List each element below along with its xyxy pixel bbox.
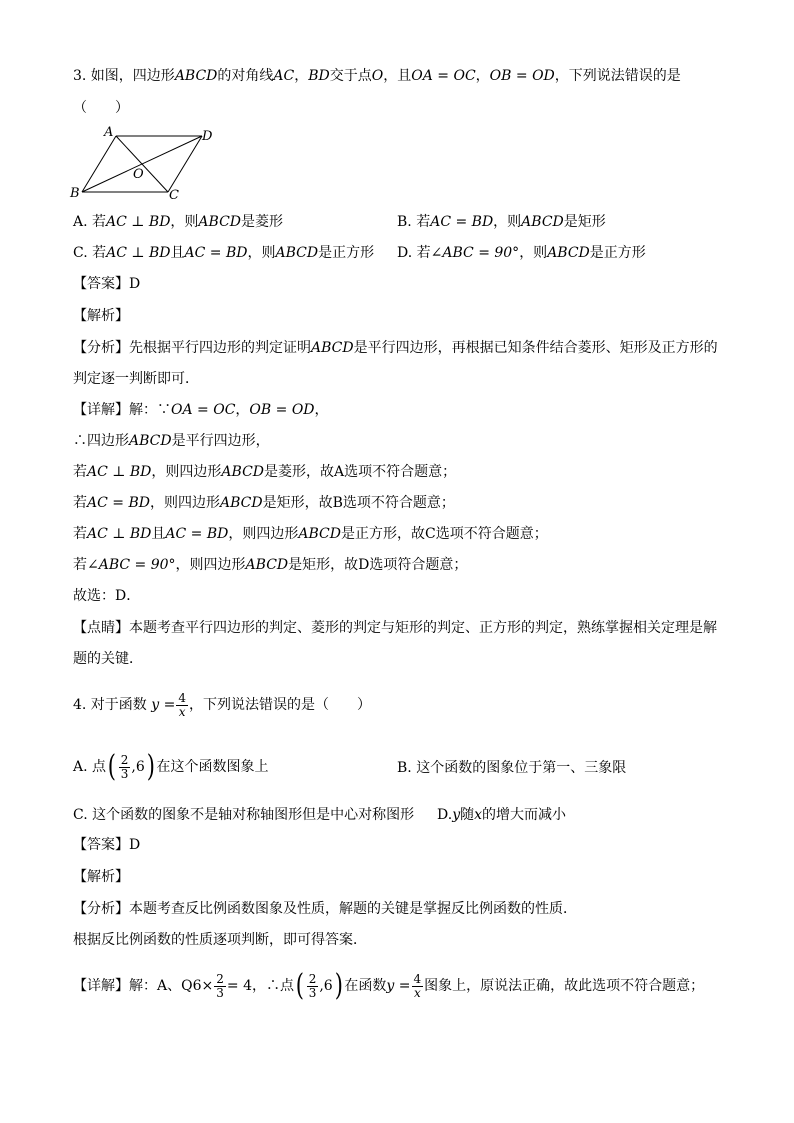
label-o: O (133, 167, 144, 182)
q3-answer: 【答案】D (73, 276, 141, 292)
q3-xiangjie-0: 【详解】解：∵OA = OC，OB = OD， (73, 402, 329, 418)
q3-dianjing-2: 题的关键． (73, 651, 143, 667)
q3-xiangjie-1: ∴四边形ABCD是平行四边形， (73, 433, 270, 449)
q3-dianjing-1: 【点睛】本题考查平行四边形的判定、菱形的判定与矩形的判定、正方形的判定，熟练掌握相关定理是解 (73, 620, 717, 636)
q4-frac: $\frac{4}{x}$ (178, 690, 186, 719)
q4-option-a: A. 点( $\frac{2}{3}$ ,6) 在这个函数图象上 (73, 749, 269, 784)
q4-xiangjie: 【详解】解：A、Q6× $\frac{2}{3}$ = 4，∴点( $\frac{2}{3}$ ,6) 在函数y = $\frac{4}{x}$ 图象上，原说法正确，故此选项不符合题意； (73, 968, 705, 1003)
q4-answer: 【答案】D (73, 837, 141, 853)
label-b: B (70, 186, 80, 201)
q4-option-b: B. 这个函数的图象位于第一、三象限 (397, 760, 627, 776)
q3-xiangjie-5: 若∠ABC = 90°，则四边形ABCD是矩形，故D选项符合题意； (73, 557, 468, 573)
q3-option-b: B. 若AC = BD，则ABCD是矩形 (397, 214, 606, 230)
q3-guxuan: 故选：D． (73, 588, 141, 604)
q4-option-c: C. 这个函数的图象不是轴对称轴图形但是中心对称图形 (73, 807, 415, 823)
q4-point: ( $\frac{2}{3}$ ,6) (107, 749, 155, 784)
q4-jiexi: 【解析】 (73, 869, 129, 885)
q3-xiangjie-4: 若AC ⊥ BD且AC = BD，则四边形ABCD是正方形，故C选项不符合题意； (73, 526, 548, 542)
label-c: C (169, 188, 179, 202)
label-d: D (202, 129, 213, 144)
q3-option-d: D. 若∠ABC = 90°，则ABCD是正方形 (397, 245, 646, 261)
q3-fenxi-1: 【分析】先根据平行四边形的判定证明ABCD是平行四边形，再根据已知条件结合菱形、矩形及正方形的 (73, 340, 718, 356)
q3-answer-paren: （ ） (73, 100, 129, 116)
q4-stem: 4. 对于函数 y = $\frac{4}{x}$ ，下列说法错误的是（ ） (73, 690, 371, 719)
q3-parallelogram-figure (68, 124, 228, 202)
q4-fenxi-2: 根据反比例函数的性质逐项判断，即可得答案． (73, 932, 367, 948)
q4-option-d: D.y随x的增大而减小 (437, 807, 567, 823)
q3-fenxi-2: 判定逐一判断即可． (73, 371, 199, 387)
q3-option-a: A. 若AC ⊥ BD，则ABCD是菱形 (73, 214, 284, 230)
q3-option-c: C. 若AC ⊥ BD且AC = BD，则ABCD是正方形 (73, 245, 375, 261)
q3-xiangjie-3: 若AC = BD，则四边形ABCD是矩形，故B选项不符合题意； (73, 495, 455, 511)
q3-jiexi: 【解析】 (73, 308, 129, 324)
q4-fenxi-1: 【分析】本题考查反比例函数图象及性质，解题的关键是掌握反比例函数的性质． (73, 901, 577, 917)
label-a: A (104, 125, 114, 140)
q3-stem: 3. 如图，四边形ABCD的对角线AC，BD交于点O，且OA = OC，OB = OD，下列说法错误的是 (73, 68, 681, 84)
q3-xiangjie-2: 若AC ⊥ BD，则四边形ABCD是菱形，故A选项不符合题意； (73, 464, 457, 480)
